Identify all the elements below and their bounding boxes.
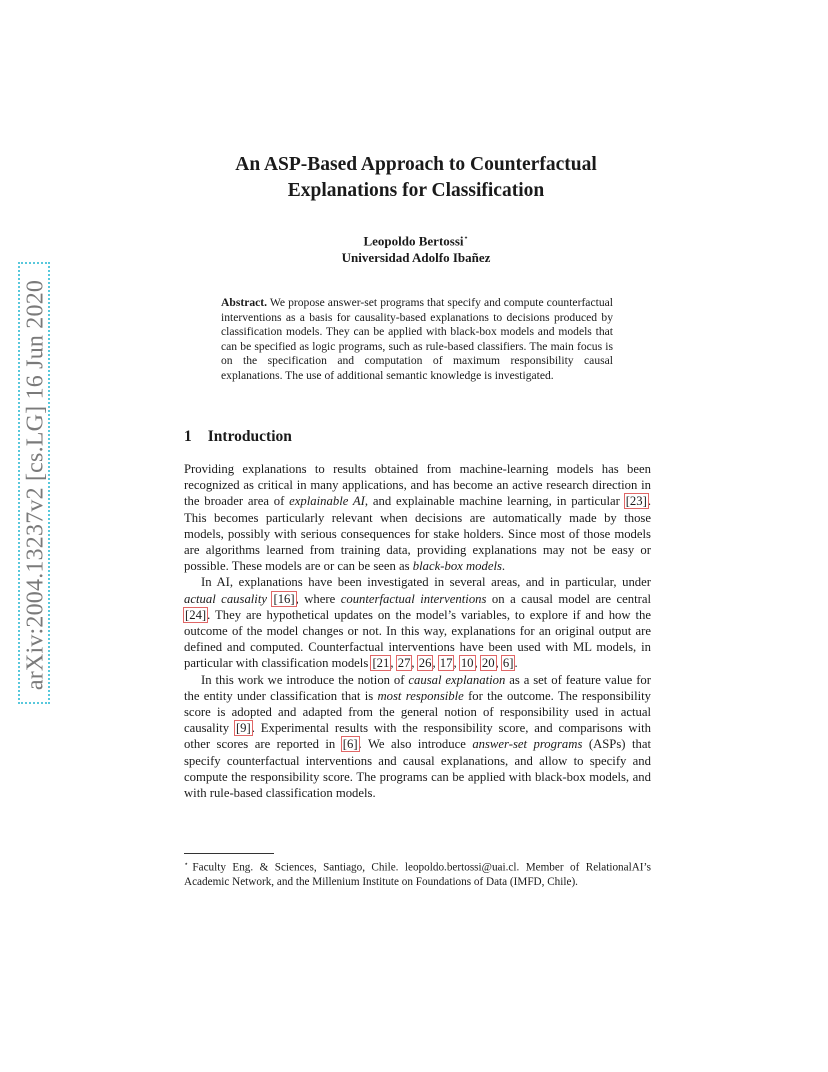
author-name: Leopoldo Bertossi [363, 233, 464, 249]
abstract [221, 296, 613, 384]
p3-text-1: In this work we introduce the notion of [201, 672, 409, 687]
arxiv-stamp-text: arXiv:2004.13237v2 [cs.LG] 16 Jun 2020 [22, 279, 49, 691]
p3-text-2: as a set of feature value for the entity under classification that is [184, 672, 651, 703]
footnote [184, 857, 651, 890]
body-text [184, 461, 651, 801]
p1-text-3: . This becomes particularly relevant when decisions are automatically made by those models, possibly with serious consequences for stake holders. Since most of those models are algorithms learned from training data, providing explanations may not be easy or possible. These models are or can be seen as [184, 494, 651, 574]
p2-emph-1: actual causality [184, 591, 267, 606]
p3-emph-2: most responsible [377, 688, 464, 703]
paragraph-1 [184, 461, 651, 574]
p1-text-2: , and explainable machine learning, in particular [364, 494, 625, 509]
p3-text-5: . We also introduce [358, 737, 473, 752]
citation-link[interactable]: [6] [342, 737, 358, 752]
title-line-1: An ASP-Based Approach to Counterfactual [235, 154, 597, 175]
citation-link[interactable]: 27 [397, 656, 411, 671]
abstract-label: Abstract. [221, 296, 268, 309]
citation-link[interactable]: 17 [439, 656, 453, 671]
footnote-mark: ⋆ [184, 860, 189, 868]
citation-link[interactable]: [16] [273, 591, 295, 606]
section-number: 1 [184, 428, 192, 445]
p1-emph-2: black-box models [412, 559, 502, 574]
section-title: Introduction [207, 428, 292, 445]
p2-text-5: . [514, 656, 518, 671]
p2-text-3: on a causal model are central [486, 591, 652, 606]
p2-text-2: , where [295, 591, 341, 606]
p3-text-4: . Experimental results with the responsibility score, and comparisons with other scores are reported in [184, 721, 651, 752]
p3-text-3: for the outcome. The responsibility score is adopted and adapted from the general notion of responsibility used in actual causality [184, 688, 651, 736]
footnote-text: Faculty Eng. & Sciences, Santiago, Chile. leopoldo.bertossi@uai.cl. Member of RelationalAI’s Academic Network, and the Millenium Institute on Foundations of Data (IMFD, Chile). [184, 861, 651, 889]
abstract-text: We propose answer-set programs that specify and compute counterfactual interventions as a basis for causality-based explanations to decisions produced by classification models. They can be applied with black-box models and models that can be specified as logic programs, such as rule-based classifiers. The main focus is on the specification and computation of maximum responsibility causal explanations. The use of additional semantic knowledge is investigated. [221, 296, 613, 382]
citation-link[interactable]: 20 [481, 656, 495, 671]
p2-text-1: In AI, explanations have been investigated in several areas, and in particular, under [201, 575, 651, 590]
citation-link[interactable]: 26 [418, 656, 432, 671]
paper-title [140, 152, 692, 204]
p1-text-4: . [501, 559, 506, 574]
arxiv-stamp[interactable] [18, 262, 50, 704]
footnote-divider [184, 853, 274, 854]
citation-link[interactable]: 6] [502, 656, 514, 671]
author-footnote-mark: ⋆ [463, 233, 469, 242]
p1-text-1: Providing explanations to results obtained from machine-learning models has been recognized as critical in many applications, and has become an active research direction in the broader area of [184, 462, 651, 509]
p3-emph-1: causal explanation [408, 672, 506, 687]
citation-link[interactable]: [24] [185, 607, 207, 622]
p3-emph-3: answer-set programs [472, 737, 583, 752]
p2-text-4: . They are hypothetical updates on the model’s variables, to explore if and how the outcome of the model changes or not. In this way, explanations for an original output are defined and computed. Counterfactual interventions have been used with ML models, in particular with classification models [184, 607, 651, 671]
p2-emph-2: counterfactual interventions [340, 591, 487, 606]
paragraph-2: In AI, explanations have been investigated in several areas, and in particular, under actual causality [16], where counterfactual interventions on a causal model are central [24]. They are hypothetical updates on the model’s variables, to explore if and how the outcome of the model changes or not. In this way, explanations for an original output are defined and computed. Counterfactual interventions have been used with ML models, in particular with classification models [21, 27, 26, 17, 10, 20, 6]. [184, 575, 652, 671]
affiliation: Universidad Adolfo Ibañez [341, 250, 491, 266]
p1-emph-1: explainable AI [289, 494, 365, 509]
title-line-2: Explanations for Classification [287, 180, 545, 201]
paragraph-3 [184, 672, 651, 802]
citation-link[interactable]: [9] [235, 721, 251, 736]
citation-link[interactable]: 10 [460, 656, 474, 671]
section-heading [184, 428, 292, 446]
author-line [200, 229, 632, 249]
citation-link[interactable]: [23] [625, 494, 647, 509]
author-block [200, 229, 632, 266]
citation-link[interactable]: [21 [372, 656, 390, 671]
p3-text-6: (ASPs) that specify counterfactual interventions and causal explanations, and allow to specify and compute the responsibility score. The programs can be applied with black-box models, and with rule-based classification models. [184, 737, 652, 801]
